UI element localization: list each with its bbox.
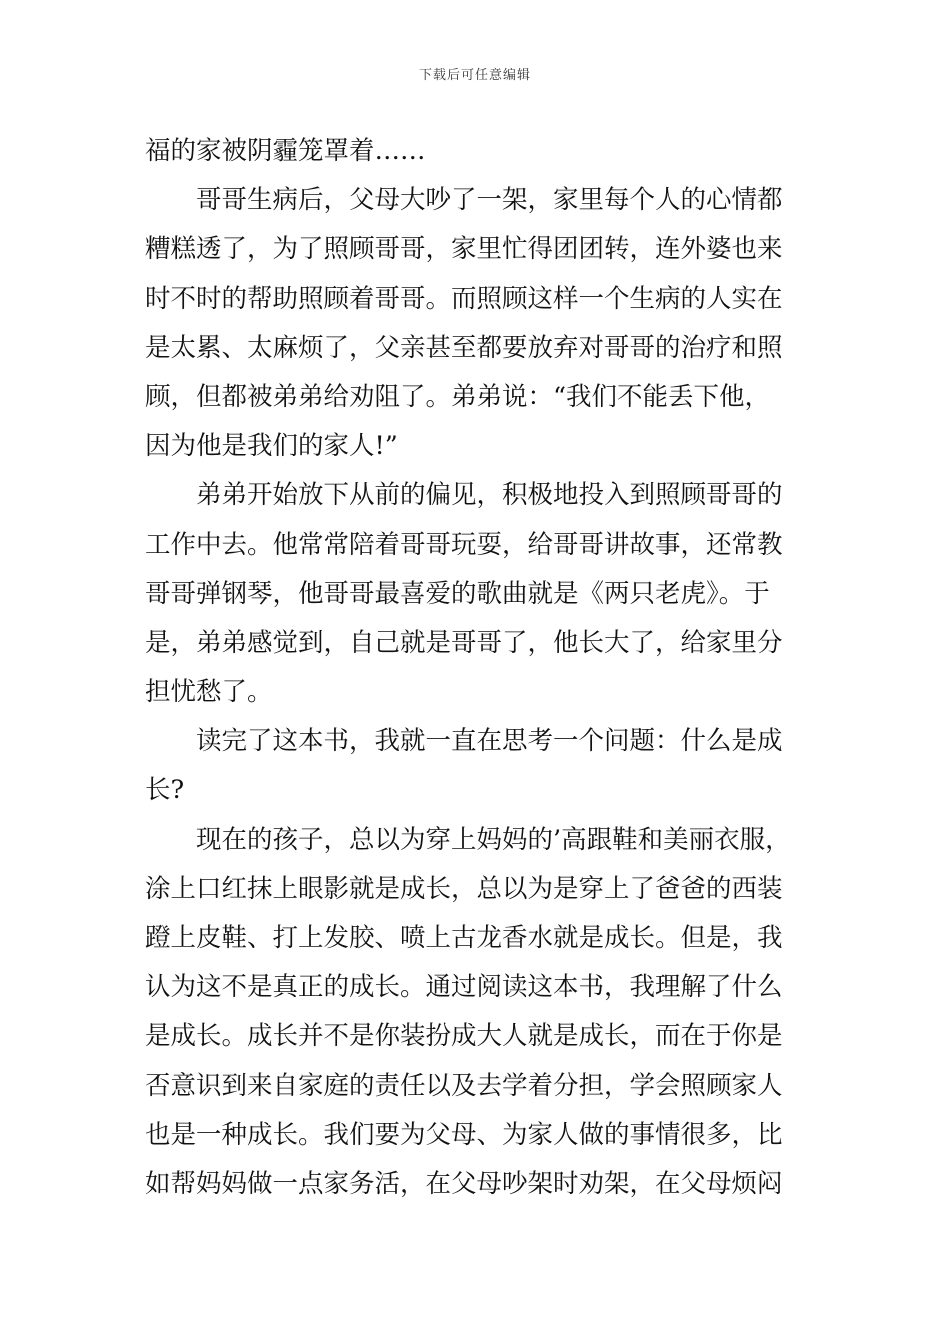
text-line: 弟弟开始放下从前的偏见，积极地投入到照顾哥哥的 bbox=[196, 480, 783, 511]
text-line: 哥哥弹钢琴，他哥哥最喜爱的歌曲就是《两只老虎》。于 bbox=[145, 578, 770, 609]
text-line: 也是一种成长。我们要为父母、为家人做的事情很多，比 bbox=[145, 1119, 783, 1150]
text-line: 长? bbox=[145, 775, 185, 806]
text-line: 如帮妈妈做一点家务活，在父母吵架时劝架，在父母烦闷 bbox=[145, 1168, 783, 1199]
text-line: 糟糕透了，为了照顾哥哥，家里忙得团团转，连外婆也来 bbox=[145, 234, 783, 265]
text-line: 顾，但都被弟弟给劝阻了。弟弟说：“我们不能丢下他， bbox=[145, 381, 771, 412]
page-header: 下载后可任意编辑 bbox=[418, 68, 531, 83]
text-line: 蹬上皮鞋、打上发胶、喷上古龙香水就是成长。但是，我 bbox=[145, 923, 783, 953]
text-line: 工作中去。他常常陪着哥哥玩耍，给哥哥讲故事，还常教 bbox=[145, 529, 783, 560]
text-line: 读完了这本书，我就一直在思考一个问题：什么是成 bbox=[196, 726, 783, 757]
text-line: 否意识到来自家庭的责任以及去学着分担，学会照顾家人 bbox=[145, 1070, 783, 1101]
text-line: 担忧愁了。 bbox=[145, 677, 273, 708]
text-line: 是太累、太麻烦了，父亲甚至都要放弃对哥哥的治疗和照 bbox=[145, 332, 783, 363]
text-line: 哥哥生病后，父母大吵了一架，家里每个人的心情都 bbox=[196, 185, 783, 216]
text-line: 是，弟弟感觉到，自己就是哥哥了，他长大了，给家里分 bbox=[145, 627, 783, 658]
text-line: 现在的孩子，总以为穿上妈妈的’高跟鞋和美丽衣服， bbox=[196, 824, 791, 855]
text-line: 因为他是我们的家人!” bbox=[145, 431, 398, 462]
text-line: 时不时的帮助照顾着哥哥。而照顾这样一个生病的人实在 bbox=[145, 283, 783, 314]
text-line: 是成长。成长并不是你装扮成大人就是成长，而在于你是 bbox=[145, 1021, 783, 1052]
document-body bbox=[145, 127, 810, 1209]
text-line: 涂上口红抹上眼影就是成长，总以为是穿上了爸爸的西装 bbox=[145, 873, 783, 904]
text-line: 福的家被阴霾笼罩着…… bbox=[145, 136, 426, 166]
text-line: 认为这不是真正的成长。通过阅读这本书，我理解了什么 bbox=[145, 972, 783, 1003]
